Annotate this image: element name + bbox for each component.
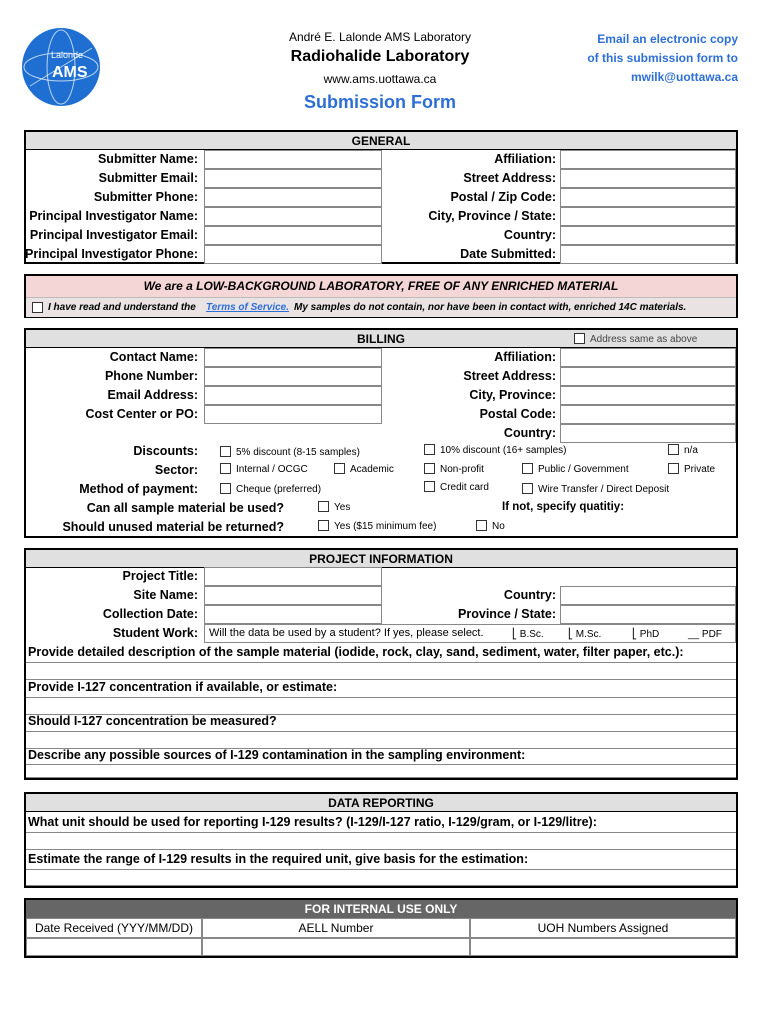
billing-section (24, 328, 738, 538)
email-instructions (587, 30, 738, 87)
notice-title: We are a LOW-BACKGROUND LABORATORY, FREE OF ANY ENRICHED MATERIAL (143, 279, 619, 293)
general-right-input[interactable] (560, 226, 736, 245)
email-line1: Email an electronic copy (597, 32, 738, 46)
sector-private-label: Private (684, 464, 716, 475)
uoh-numbers-header: UOH Numbers Assigned (470, 918, 736, 938)
student-pdf[interactable]: __ PDF (688, 629, 722, 640)
email-line2: of this submission form to (587, 51, 738, 65)
range-question: Estimate the range of I-129 results in the required unit, give basis for the estimation: (28, 852, 529, 866)
billing-right-input[interactable] (560, 367, 736, 386)
payment-credit-checkbox[interactable] (424, 481, 435, 492)
billing-title: BILLING (26, 330, 736, 348)
return-no-label: No (492, 521, 505, 532)
billing-left-input[interactable] (204, 405, 382, 424)
payment-wire-checkbox[interactable] (522, 483, 533, 494)
general-left-input[interactable] (204, 150, 382, 169)
billing-right-input[interactable] (560, 348, 736, 367)
general-left-label: Submitter Email: (98, 171, 198, 185)
i127-measured-question: Should I-127 concentration be measured? (28, 714, 277, 728)
student-msc[interactable]: ⎣ M.Sc. (568, 629, 602, 640)
project-section (24, 548, 738, 780)
billing-right-label: Street Address: (463, 369, 556, 383)
billing-left-label: Email Address: (107, 388, 198, 402)
specify-quantity-label: If not, specify quatitiy: (502, 501, 625, 513)
discount-na-label: n/a (684, 445, 698, 456)
general-right-label: Postal / Zip Code: (450, 190, 556, 204)
billing-left-label: Contact Name: (109, 350, 198, 364)
ack-text-pre: I have read and understand the (48, 302, 196, 313)
form-title: Submission Form (303, 92, 456, 112)
return-no-checkbox[interactable] (476, 520, 487, 531)
general-title: GENERAL (26, 132, 736, 150)
project-left-input[interactable] (204, 605, 382, 624)
general-left-label: Submitter Name: (97, 152, 198, 166)
student-phd[interactable]: ⎣ PhD (632, 629, 660, 640)
sector-nonprofit-label: Non-profit (440, 464, 484, 475)
ack-checkbox[interactable] (32, 302, 43, 313)
range-input[interactable] (26, 869, 736, 886)
general-right-label: Affiliation: (494, 152, 556, 166)
sector-academic-checkbox[interactable] (334, 463, 345, 474)
sector-internal-checkbox[interactable] (220, 463, 231, 474)
aell-number-header: AELL Number (202, 918, 470, 938)
student-bsc[interactable]: ⎣ B.Sc. (512, 629, 544, 640)
discount-na-checkbox[interactable] (668, 444, 679, 455)
general-left-input[interactable] (204, 169, 382, 188)
terms-of-service-link[interactable]: Terms of Service. (206, 302, 290, 313)
project-right-label: Country: (503, 588, 556, 602)
logo-big-text: AMS (52, 64, 88, 81)
discount-5-checkbox[interactable] (220, 446, 231, 457)
sample-description-question: Provide detailed description of the sample material (iodide, rock, clay, sand, sediment, water, filter paper, etc.): (28, 645, 684, 659)
sector-nonprofit-checkbox[interactable] (424, 463, 435, 474)
i127-concentration-input[interactable] (26, 697, 736, 715)
all-used-yes-label: Yes (334, 502, 351, 513)
same-address-label: Address same as above (590, 334, 698, 345)
general-right-label: Country: (503, 228, 556, 242)
general-right-label: Street Address: (463, 171, 556, 185)
internal-section (24, 898, 738, 958)
general-section (24, 130, 738, 264)
general-left-input[interactable] (204, 207, 382, 226)
project-left-label: Site Name: (133, 588, 198, 602)
uoh-numbers-input[interactable] (470, 938, 736, 956)
discount-10-checkbox[interactable] (424, 444, 435, 455)
internal-title: FOR INTERNAL USE ONLY (26, 900, 736, 918)
sector-public-label: Public / Government (538, 464, 629, 475)
return-yes-checkbox[interactable] (318, 520, 329, 531)
general-left-label: Submitter Phone: (93, 190, 198, 204)
return-yes-label: Yes ($15 minimum fee) (334, 521, 437, 532)
department-name: Radiohalide Laboratory (290, 48, 470, 65)
billing-left-label: Phone Number: (104, 369, 198, 383)
project-right-label: Province / State: (458, 607, 556, 621)
billing-right-input[interactable] (560, 424, 736, 443)
logo-small-text: Lalonde (51, 50, 84, 60)
billing-right-label: Affiliation: (494, 350, 556, 364)
ack-text-post: My samples do not contain, nor have been in contact with, enriched 14C materials. (294, 302, 687, 313)
general-left-label: Principal Investigator Phone: (25, 247, 198, 261)
general-left-label: Principal Investigator Email: (29, 228, 198, 242)
project-left-label: Collection Date: (102, 607, 198, 621)
sector-academic-label: Academic (350, 464, 394, 475)
general-left-input[interactable] (204, 226, 382, 245)
date-received-input[interactable] (26, 938, 202, 956)
billing-left-input[interactable] (204, 348, 382, 367)
billing-right-label: Country: (503, 426, 556, 440)
all-used-label: Can all sample material be used? (86, 501, 284, 515)
general-right-input[interactable] (560, 188, 736, 207)
general-right-input[interactable] (560, 245, 736, 264)
website-url[interactable]: www.ams.uottawa.ca (323, 72, 437, 86)
billing-right-input[interactable] (560, 386, 736, 405)
general-right-label: Date Submitted: (460, 247, 556, 261)
discount-5-label: 5% discount (8-15 samples) (236, 447, 360, 458)
general-right-input[interactable] (560, 150, 736, 169)
contamination-input[interactable] (26, 764, 736, 778)
aell-number-input[interactable] (202, 938, 470, 956)
all-used-yes-checkbox[interactable] (318, 501, 329, 512)
project-left-label: Project Title: (122, 569, 198, 583)
same-address-checkbox[interactable] (574, 333, 585, 344)
unit-input[interactable] (26, 832, 736, 850)
sample-description-input[interactable] (26, 662, 736, 680)
sector-internal-label: Internal / OCGC (236, 464, 308, 475)
payment-wire-label: Wire Transfer / Direct Deposit (538, 484, 670, 495)
general-left-input[interactable] (204, 188, 382, 207)
reporting-title: DATA REPORTING (26, 794, 736, 812)
billing-left-input[interactable] (204, 367, 382, 386)
payment-credit-label: Credit card (440, 482, 489, 493)
lab-name: André E. Lalonde AMS Laboratory (288, 30, 472, 44)
sector-label: Sector: (154, 463, 198, 477)
i127-measured-input[interactable] (26, 731, 736, 749)
project-right-input[interactable] (560, 586, 736, 605)
billing-right-input[interactable] (560, 405, 736, 424)
project-left-label: Student Work: (112, 626, 198, 640)
general-left-input[interactable] (204, 245, 382, 264)
billing-right-label: City, Province: (469, 388, 556, 402)
ack-row (26, 297, 736, 317)
payment-cheque-label: Cheque (preferred) (236, 484, 322, 495)
project-left-input[interactable] (204, 567, 382, 586)
billing-right-label: Postal Code: (479, 407, 556, 421)
discount-10-label: 10% discount (16+ samples) (440, 445, 567, 456)
unit-question: What unit should be used for reporting I-129 results? (I-129/I-127 ratio, I-129/gram, or I-129/litre): (28, 815, 597, 829)
discounts-label: Discounts: (133, 444, 198, 458)
sector-private-checkbox[interactable] (668, 463, 679, 474)
date-received-header: Date Received (YYY/MM/DD) (26, 918, 202, 938)
student-question: Will the data be used by a student? If yes, please select. (209, 627, 484, 639)
general-right-input[interactable] (560, 169, 736, 188)
ams-logo (22, 28, 100, 106)
i127-concentration-question: Provide I-127 concentration if available, or estimate: (28, 680, 338, 694)
return-label: Should unused material be returned? (62, 520, 284, 534)
project-title: PROJECT INFORMATION (26, 550, 736, 568)
payment-label: Method of payment: (79, 482, 198, 496)
billing-left-input[interactable] (204, 386, 382, 405)
payment-cheque-checkbox[interactable] (220, 483, 231, 494)
reporting-section (24, 792, 738, 888)
project-right-input[interactable] (560, 605, 736, 624)
general-left-label: Principal Investigator Name: (29, 209, 198, 223)
general-right-input[interactable] (560, 207, 736, 226)
billing-left-label: Cost Center or PO: (85, 407, 198, 421)
low-background-notice (24, 274, 738, 318)
general-right-label: City, Province / State: (428, 209, 556, 223)
contamination-question: Describe any possible sources of I-129 contamination in the sampling environment: (28, 748, 526, 762)
project-left-input[interactable] (204, 586, 382, 605)
email-address-link[interactable]: mwilk@uottawa.ca (630, 70, 738, 84)
sector-public-checkbox[interactable] (522, 463, 533, 474)
